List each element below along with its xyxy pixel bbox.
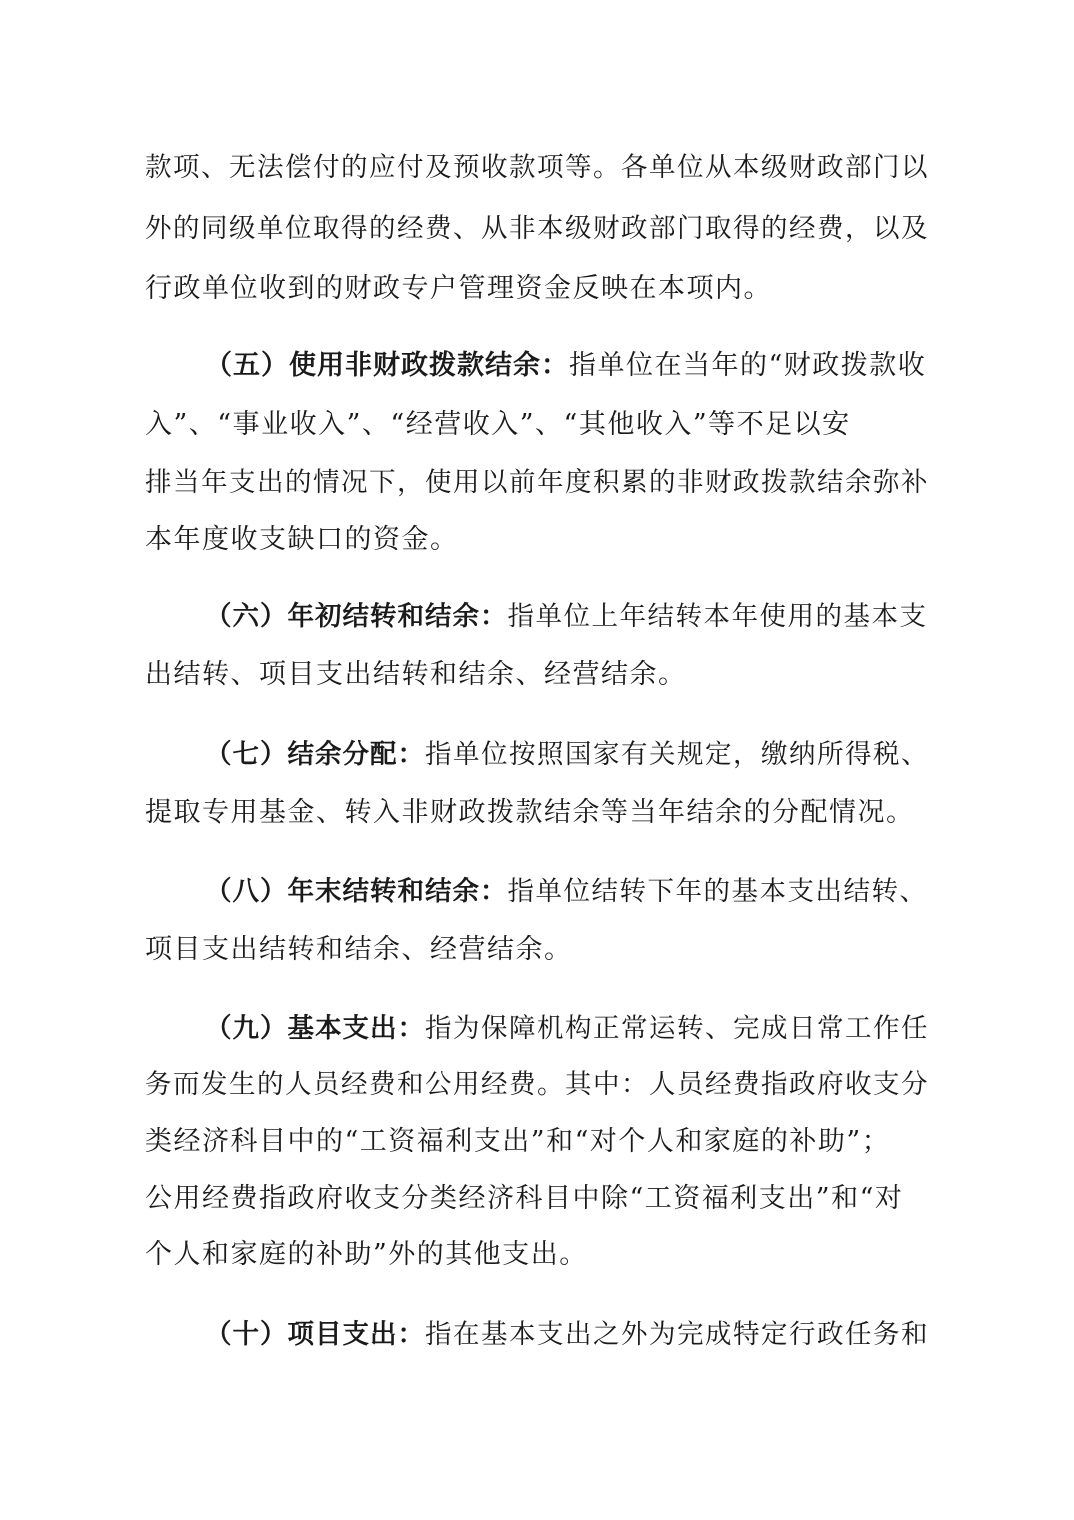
- text-line: 入”、“事业收入”、“经营收入”、“其他收入”等不足以安: [145, 409, 851, 440]
- text-line: [205, 349, 926, 383]
- text-line: [205, 1012, 929, 1046]
- text-line: [205, 1318, 929, 1352]
- section-text: 指为保障机构正常运转、完成日常工作任: [425, 1013, 929, 1044]
- text-line: 项目支出结转和结余、经营结余。: [145, 934, 573, 965]
- section-text: 指在基本支出之外为完成特定行政任务和: [425, 1319, 929, 1350]
- section-text: 指单位按照国家有关规定，缴纳所得税、: [425, 739, 929, 770]
- text-line: 个人和家庭的补助”外的其他支出。: [145, 1239, 588, 1270]
- section-heading: （九）基本支出：: [205, 1013, 425, 1044]
- section-heading: （七）结余分配：: [205, 739, 425, 770]
- text-line: 类经济科目中的“工资福利支出”和“对个人和家庭的补助”；: [145, 1126, 891, 1157]
- text-line: 务而发生的人员经费和公用经费。其中：人员经费指政府收支分: [145, 1069, 929, 1100]
- section-heading: （五）使用非财政拨款结余：: [205, 350, 569, 381]
- text-line: 出结转、项目支出结转和结余、经营结余。: [145, 659, 687, 690]
- section-heading: （六）年初结转和结余：: [205, 601, 508, 632]
- text-line: 行政单位收到的财政专户管理资金反映在本项内。: [145, 273, 772, 304]
- section-text: 指单位在当年的“财政拨款收: [569, 350, 927, 381]
- text-line: 外的同级单位取得的经费、从非本级财政部门取得的经费，以及: [145, 213, 929, 244]
- text-line: [205, 738, 929, 772]
- text-line: 排当年支出的情况下，使用以前年度积累的非财政拨款结余弥补: [145, 467, 929, 498]
- section-heading: （八）年末结转和结余：: [205, 876, 508, 907]
- text-line: 提取专用基金、转入非财政拨款结余等当年结余的分配情况。: [145, 797, 915, 828]
- text-line: 本年度收支缺口的资金。: [145, 524, 459, 555]
- section-text: 指单位上年结转本年使用的基本支: [507, 601, 928, 632]
- section-text: 指单位结转下年的基本支出结转、: [507, 876, 928, 907]
- text-line: [205, 875, 928, 909]
- section-heading: （十）项目支出：: [205, 1319, 425, 1350]
- text-line: 款项、无法偿付的应付及预收款项等。各单位从本级财政部门以: [145, 152, 929, 183]
- text-line: [205, 600, 928, 634]
- text-line: 公用经费指政府收支分类经济科目中除“工资福利支出”和“对: [145, 1183, 904, 1214]
